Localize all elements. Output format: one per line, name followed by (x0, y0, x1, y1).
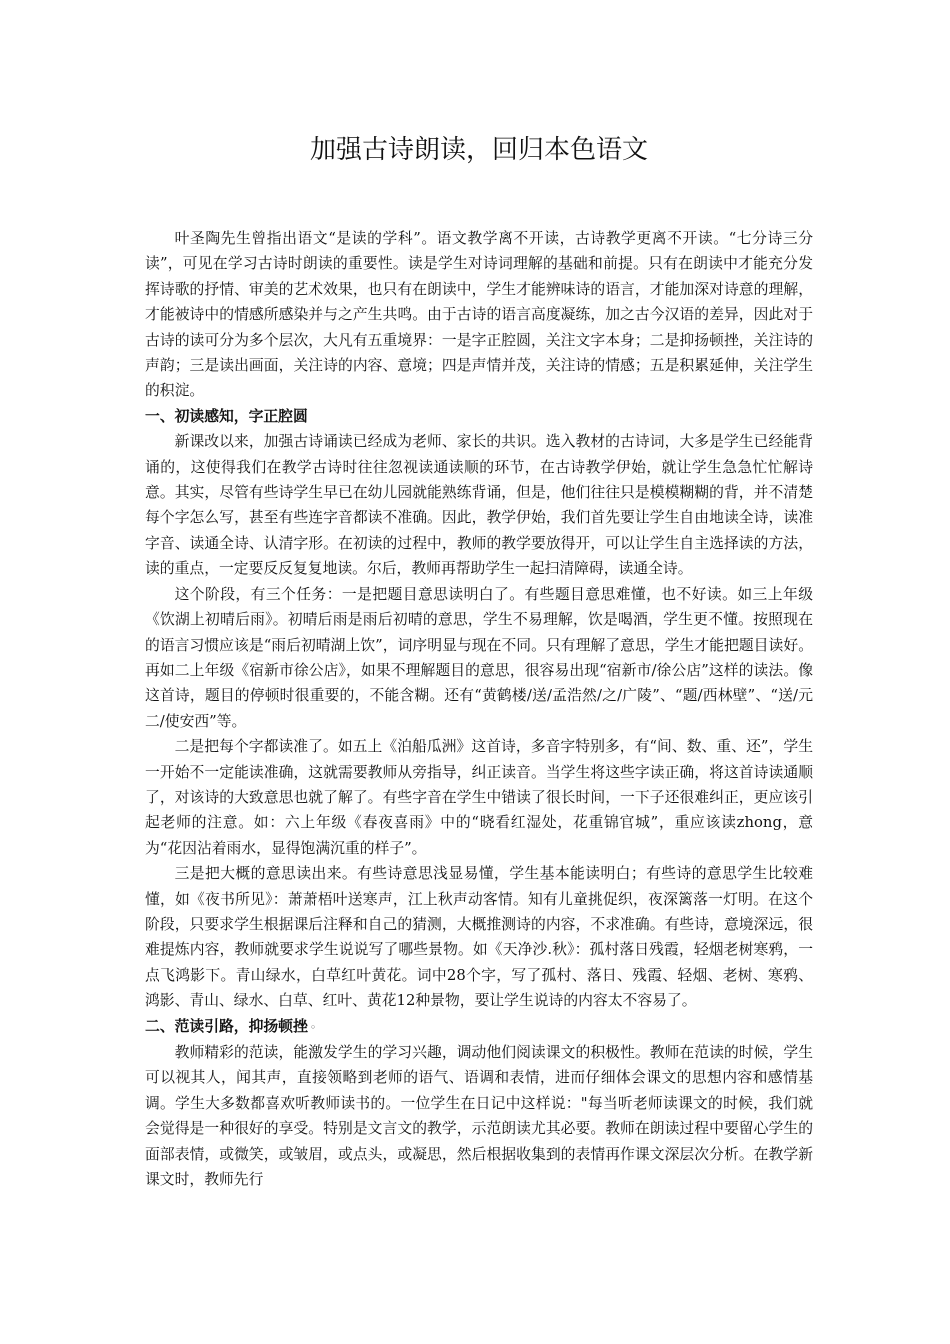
section-2-paragraph-1: 教师精彩的范读，能激发学生的学习兴趣，调动他们阅读课文的积极性。教师在范读的时候，学生可以视其人，闻其声，直接领略到老师的语气、语调和表情，进而仔细体会课文的思想内容和感情基调。学生大多数都喜欢听教师读书的。一位学生在日记中这样说："每当听老师读课文的时候，我们就会觉得是一种很好的享受。特别是文言文的教学，示范朗读尤其必要。教师在朗读过程中要留心学生的面部表情，或微笑，或皱眉，或点头，或凝思，然后根据收集到的表情再作课文深层次分析。在教学新课文时，教师先行 (145, 1044, 813, 1189)
document-title: 加强古诗朗读，回归本色语文 (309, 135, 648, 165)
section-1-paragraph-2: 这个阶段，有三个任务：一是把题目意思读明白了。有些题目意思难懂，也不好读。如三上年级《饮湖上初晴后雨》。初晴后雨是雨后初晴的意思，学生不易理解，饮是喝酒，学生更不懂。按照现在的语言习惯应该是“雨后初晴湖上饮”，词序明显与现在不同。只有理解了意思，学生才能把题目读好。再如二上年级《宿新市徐公店》，如果不理解题目的意思，很容易出现“宿新市/徐公店”这样的读法。像这首诗，题目的停顿时很重要的，不能含糊。还有“黄鹤楼/送/孟浩然/之/广陵”、“题/西林壁”、“送/元二/使安西”等。 (145, 585, 813, 730)
section-1-paragraph-4: 三是把大概的意思读出来。有些诗意思浅显易懂，学生基本能读明白；有些诗的意思学生比较难懂，如《夜书所见》：萧萧梧叶送寒声，江上秋声动客情。知有儿童挑促织，夜深篱落一灯明。在这个阶段，只要求学生根据课后注释和自己的猜测，大概推测诗的内容，不求准确。有些诗，意境深远，很难提炼内容，教师就要求学生说说写了哪些景物。如《天净沙.秋》：孤村落日残霞，轻烟老树寒鸦，一点飞鸿影下。青山绿水，白草红叶黄花。词中28个字，写了孤村、落日、残霞、轻烟、老树、寒鸦、鸿影、青山、绿水、白草、红叶、黄花12种景物，要让学生说诗的内容太不容易了。 (145, 865, 813, 1010)
section-1-paragraph-3: 二是把每个字都读准了。如五上《泊船瓜洲》这首诗，多音字特别多，有“间、数、重、还”，学生一开始不一定能读准确，这就需要教师从旁指导，纠正读音。当学生将这些字读正确，将这首诗读通顺了，对该诗的大致意思也就了解了。有些字音在学生中错读了很长时间，一下子还很难纠正，更应该引起老师的注意。如：六上年级《春夜喜雨》中的“晓看红湿处，花重锦官城”，重应该读zhong，意为“花因沾着雨水，显得饱满沉重的样子”。 (145, 738, 813, 857)
document-body (145, 226, 813, 1192)
intro-paragraph: 叶圣陶先生曾指出语文“是读的学科”。语文教学离不开读，古诗教学更离不开读。“七分诗三分读”，可见在学习古诗时朗读的重要性。读是学生对诗词理解的基础和前提。只有在朗读中才能充分发挥诗歌的抒情、审美的艺术效果，也只有在朗读中，学生才能辨味诗的语言，才能加深对诗意的理解，才能被诗中的情感所感染并与之产生共鸣。由于古诗的语言高度凝练，加之古今汉语的差异，因此对于古诗的读可分为多个层次，大凡有五重境界：一是字正腔圆，关注文字本身；二是抑扬顿挫，关注诗的声韵；三是读出画面，关注诗的内容、意境；四是声情并茂，关注诗的情感；五是积累延伸，关注学生的积淀。 (145, 230, 813, 400)
section-1-heading: 一、初读感知，字正腔圆 (145, 407, 308, 425)
section-2-heading: 二、范读引路，抑扬顿挫 (145, 1017, 308, 1035)
section-2-heading-line (145, 1014, 813, 1040)
section-1-paragraph-1: 新课改以来，加强古诗诵读已经成为老师、家长的共识。选入教材的古诗词，大多是学生已经能背诵的，这使得我们在教学古诗时往往忽视读通读顺的环节，在古诗教学伊始，就让学生急急忙忙解诗意。其实，尽管有些诗学生早已在幼儿园就能熟练背诵，但是，他们往往只是模模糊糊的背，并不清楚每个字怎么写，甚至有些连字音都读不准确。因此，教学伊始，我们首先要让学生自由地读全诗，读准字音、读通全诗、认清字形。在初读的过程中，教师的教学要放得开，可以让学生自主选择读的方法，读的重点，一定要反反复复地读。尔后，教师再帮助学生一起扫清障碍，读通全诗。 (145, 433, 813, 578)
paragraph-mark: ◦ (309, 1020, 317, 1034)
